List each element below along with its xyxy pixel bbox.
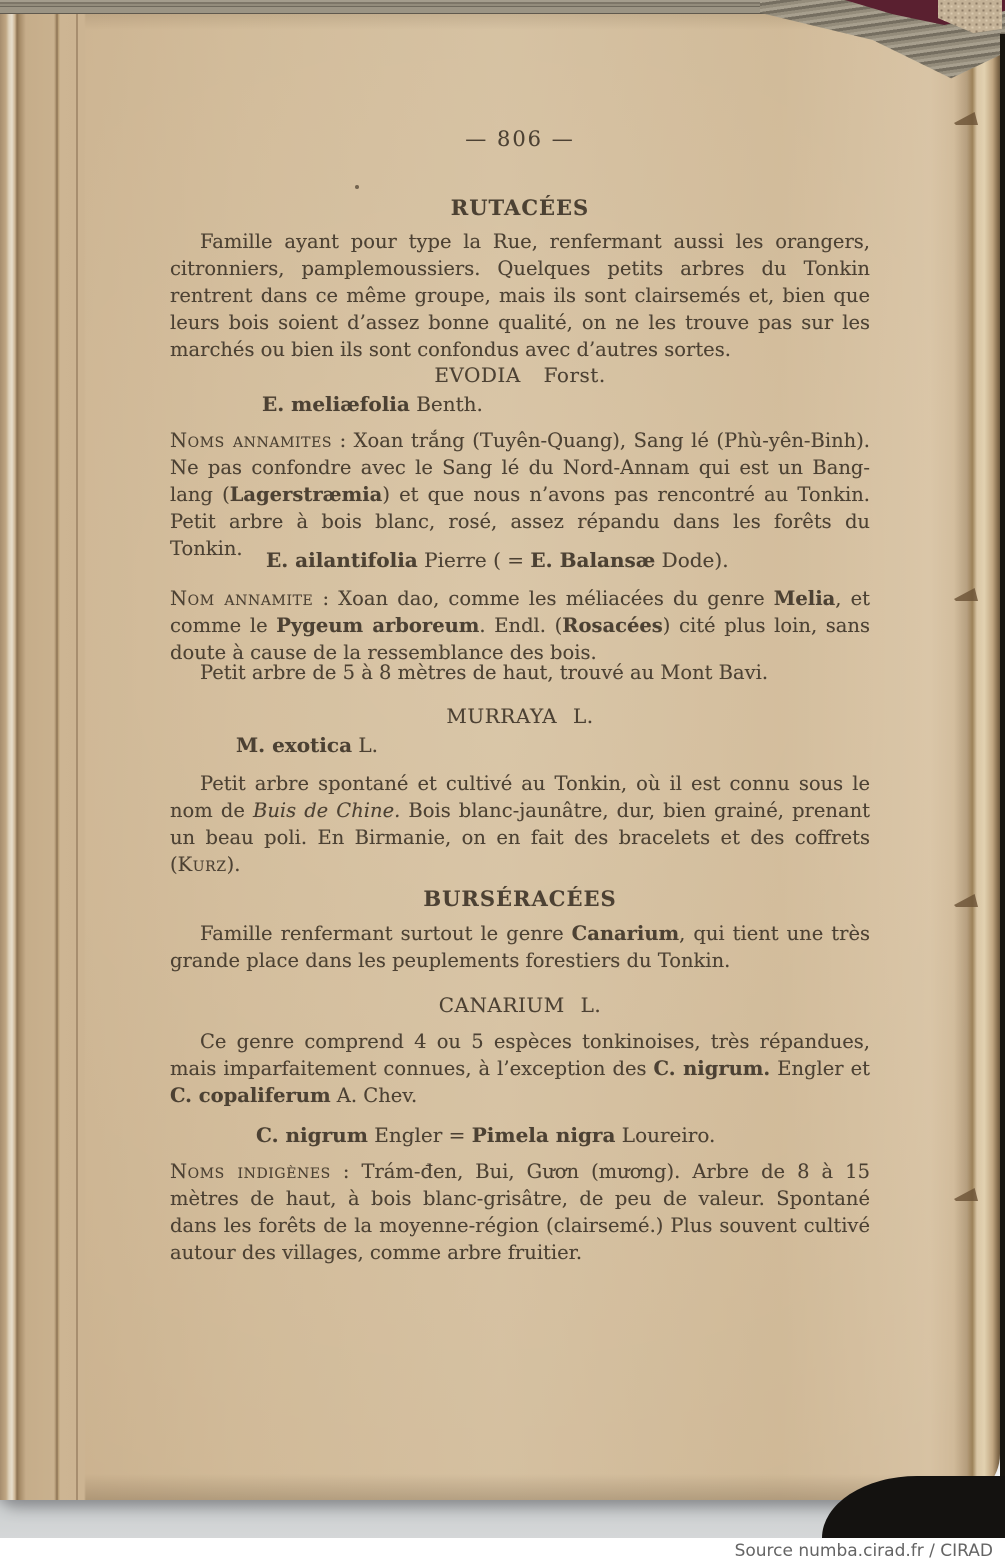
- smallcaps-label: Noms annamites: [170, 429, 333, 452]
- paragraph-nom-annamite: [170, 585, 870, 666]
- run-text: : Xoan trắng (Tuyên-Quang), Sang lé (Phù-yên-Binh). Ne pas confondre avec le Sang lé du Nord-Annam qui est un Bang-lang (: [170, 429, 870, 506]
- species-name: C. nigrum: [256, 1123, 368, 1147]
- bold-term: C. nigrum.: [653, 1057, 771, 1080]
- run-text: , qui tient une très grande place dans les peuplements forestiers du Tonkin.: [170, 922, 870, 972]
- species-author: Dode).: [655, 548, 729, 572]
- genus-heading-murraya: MURRAYA L.: [446, 704, 594, 728]
- species-author: Loureiro.: [615, 1123, 716, 1147]
- smallcaps-label: Nom annamite: [170, 587, 314, 610]
- bold-term: Lagerstræmia: [229, 483, 383, 506]
- species-line-exotica: [236, 733, 378, 757]
- source-text: Source numba.cirad.fr / CIRAD: [734, 1541, 993, 1561]
- run-text: A. Chev.: [330, 1084, 418, 1107]
- run-text: Petit arbre spontané et cultivé au Tonkin, où il est connu sous le nom de: [170, 772, 870, 822]
- genus-heading-canarium: CANARIUM L.: [438, 993, 602, 1017]
- text-block: [170, 0, 870, 1500]
- species-name: M. exotica: [236, 733, 353, 757]
- species-line-nigrum: [256, 1123, 715, 1147]
- bold-term: C. copaliferum: [170, 1084, 331, 1107]
- gutter-fold-line: [76, 0, 78, 1500]
- run-text: ).: [226, 853, 241, 876]
- smallcaps-label: Noms indigènes: [170, 1160, 331, 1183]
- run-text: : Trám-đen, Bui, Gươn (mương). Arbre de 8 à 15 mètres de haut, à bois blanc-grisâtre, de peu de valeur. Spontané dans les forêts de la moyenne-région (clairsemé.) Plus souvent cultivé autour des villages, comme arbre fruitier.: [170, 1160, 870, 1264]
- italic-term: Buis de Chine.: [252, 799, 401, 822]
- species-author: Engler =: [367, 1123, 472, 1147]
- run-text: Famille renfermant surtout le genre: [200, 922, 572, 945]
- run-text: Bois blanc-jaunâtre, dur, bien grainé, prenant un beau poli. En Birmanie, on en fait des bracelets et des coffrets (: [170, 799, 870, 876]
- family-heading-burseracees: BURSÉRACÉES: [423, 886, 617, 911]
- run-text: , et comme le: [170, 587, 870, 637]
- source-bar: [0, 1538, 1005, 1566]
- run-text: ) cité plus loin, sans doute à cause de la ressemblance des bois.: [170, 614, 870, 664]
- species-line-ailantifolia: [266, 548, 729, 572]
- page-number: — 806 —: [465, 127, 575, 151]
- paragraph-burseracees: [170, 920, 870, 974]
- bold-term: Canarium: [571, 922, 680, 945]
- gutter-fold-line: [56, 0, 58, 1500]
- species-author: Pierre ( =: [417, 548, 531, 572]
- species-name: E. ailantifolia: [266, 548, 418, 572]
- paragraph-noms-indigenes: [170, 1158, 870, 1266]
- scan-right-edge: [1000, 34, 1005, 1538]
- page-right-fold: [954, 0, 1000, 1500]
- family-heading-rutacees: RUTACÉES: [450, 195, 590, 220]
- species-author: L.: [352, 733, 379, 757]
- paragraph-canarium: [170, 1028, 870, 1109]
- run-text: Engler et: [770, 1057, 870, 1080]
- bold-term: Melia: [773, 587, 836, 610]
- genus-heading-evodia: EVODIA Forst.: [434, 363, 606, 387]
- run-text: . Endl. (: [479, 614, 563, 637]
- bold-term: Pygeum arboreum: [276, 614, 480, 637]
- species-synonym: Pimela nigra: [471, 1123, 616, 1147]
- run-text: ) et que nous n’avons pas rencontré au Tonkin. Petit arbre à bois blanc, rosé, assez répandu dans les forêts du Tonkin.: [170, 483, 870, 560]
- species-name: E. meliæfolia: [262, 392, 410, 416]
- run-text: : Xoan dao, comme les méliacées du genre: [313, 587, 774, 610]
- species-line-meliaefolia: [262, 392, 483, 416]
- page-left-edges: [0, 0, 86, 1500]
- species-synonym: E. Balansæ: [530, 548, 656, 572]
- paragraph-rutacees-intro: Famille ayant pour type la Rue, renfermant aussi les orangers, citronniers, pamplemoussiers. Quelques petits arbres du Tonkin rentrent dans ce même groupe, mais ils sont clairsemés et, bien que leurs bois soient d’assez bonne qualité, on ne les trouve pas sur les marchés ou bien ils sont confondus avec d’autres sortes.: [170, 230, 870, 361]
- paragraph-mont-bavi: Petit arbre de 5 à 8 mètres de haut, trouvé au Mont Bavi.: [200, 661, 769, 684]
- bold-term: Rosacées: [562, 614, 663, 637]
- smallcaps-label: Kurz: [177, 853, 227, 876]
- species-author: Benth.: [409, 392, 483, 416]
- paragraph-noms-annamites: [170, 427, 870, 562]
- paragraph-murraya: [170, 770, 870, 878]
- run-text: Ce genre comprend 4 ou 5 espèces tonkinoises, très répandues, mais imparfaitement connues, à l’exception des: [170, 1030, 870, 1080]
